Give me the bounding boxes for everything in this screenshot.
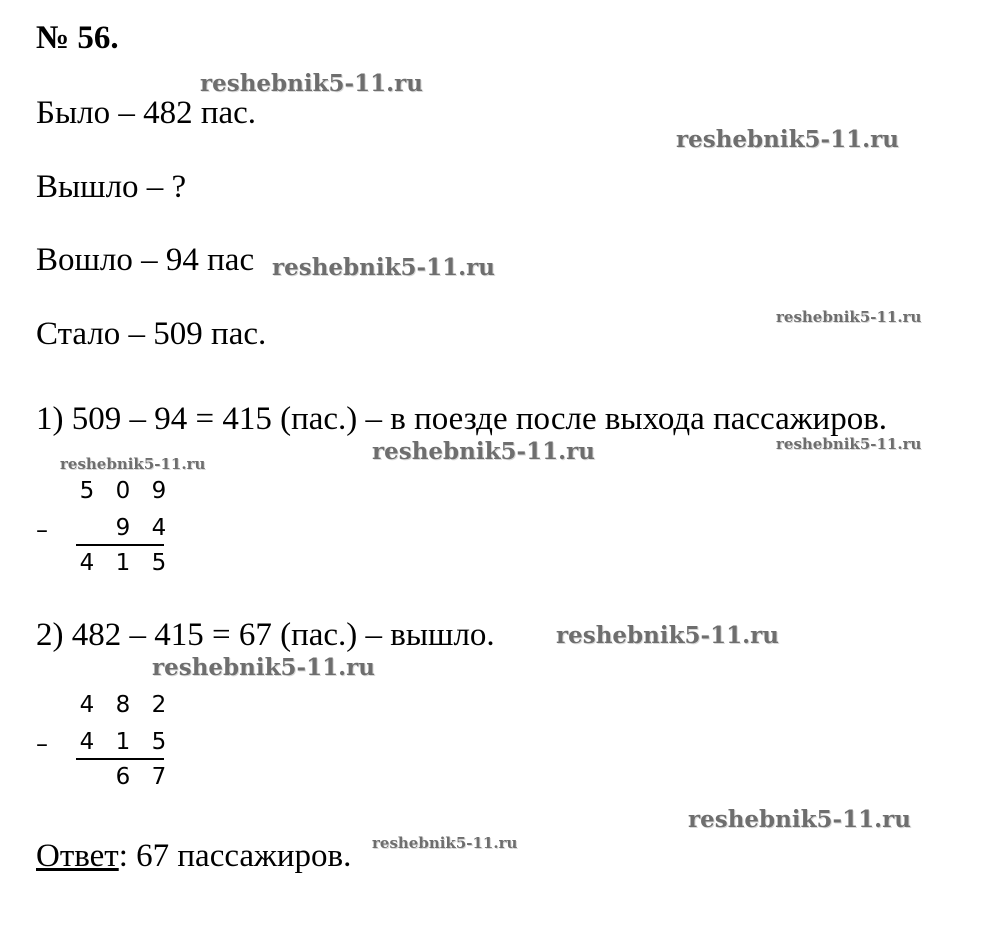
digit: 9 xyxy=(115,515,131,541)
condition-stalo: Стало – 509 пас. xyxy=(36,316,267,352)
column-subtraction-2 xyxy=(36,692,176,792)
watermark: reshebnik5-11.ru xyxy=(372,834,518,852)
digit: 5 xyxy=(79,478,95,504)
watermark: reshebnik5-11.ru xyxy=(676,126,899,153)
digit: 4 xyxy=(79,550,95,576)
digit: 8 xyxy=(115,692,131,718)
digit xyxy=(69,766,105,789)
condition-bylo: Было – 482 пас. xyxy=(36,95,257,131)
answer-label: Ответ xyxy=(36,838,119,874)
digit: 4 xyxy=(79,729,95,755)
answer-line xyxy=(36,840,351,873)
digit: 6 xyxy=(115,764,131,790)
digit: 5 xyxy=(151,729,167,755)
result-line xyxy=(76,758,164,760)
column-subtraction-1 xyxy=(36,478,176,578)
watermark: reshebnik5-11.ru xyxy=(776,435,922,453)
watermark: reshebnik5-11.ru xyxy=(372,438,595,465)
digit xyxy=(69,517,105,540)
digit: 1 xyxy=(115,729,131,755)
digit: 9 xyxy=(151,478,167,504)
digit: 2 xyxy=(151,692,167,718)
minuend-digits xyxy=(69,694,177,717)
step2-expression: 2) 482 – 415 = 67 (пас.) – вышло. xyxy=(36,617,495,653)
condition-voshlo: Вошло – 94 пас xyxy=(36,242,255,278)
digit: 5 xyxy=(151,550,167,576)
digit: 1 xyxy=(115,550,131,576)
difference-digits xyxy=(69,552,177,575)
condition-vyshlo: Вышло – ? xyxy=(36,169,187,205)
digit: 4 xyxy=(79,692,95,718)
watermark: reshebnik5-11.ru xyxy=(776,308,922,326)
subtrahend-digits xyxy=(69,731,177,754)
digit: 0 xyxy=(115,478,131,504)
watermark: reshebnik5-11.ru xyxy=(556,622,779,649)
subtrahend-digits xyxy=(69,517,177,540)
minus-sign: – xyxy=(36,730,48,758)
result-line xyxy=(76,544,164,546)
digit: 4 xyxy=(151,515,167,541)
answer-text: : 67 пассажиров. xyxy=(118,838,352,874)
minuend-digits xyxy=(69,480,177,503)
watermark: reshebnik5-11.ru xyxy=(200,70,423,97)
watermark: reshebnik5-11.ru xyxy=(60,455,206,473)
digit: 7 xyxy=(151,764,167,790)
problem-number: № 56. xyxy=(36,20,119,56)
watermark: reshebnik5-11.ru xyxy=(272,254,495,281)
difference-digits xyxy=(69,766,177,789)
step1-expression: 1) 509 – 94 = 415 (пас.) – в поезде после выхода пассажиров. xyxy=(36,401,888,437)
watermark: reshebnik5-11.ru xyxy=(152,654,375,681)
minus-sign: – xyxy=(36,516,48,544)
watermark: reshebnik5-11.ru xyxy=(688,806,911,833)
